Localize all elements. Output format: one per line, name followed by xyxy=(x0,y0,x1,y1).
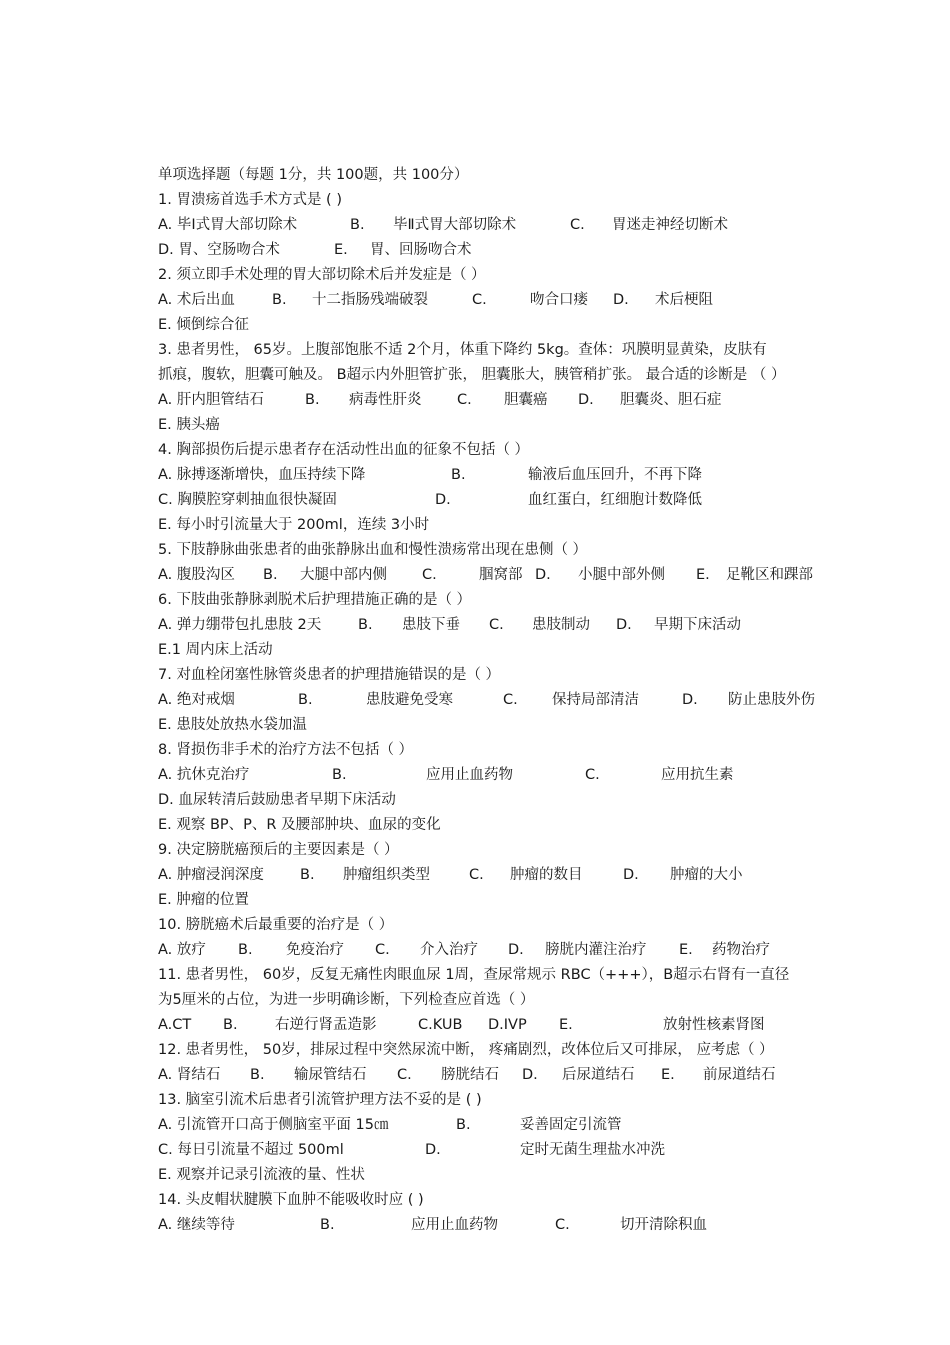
options-row xyxy=(158,463,858,488)
option-text: 肿瘤的数目 xyxy=(510,867,583,883)
question-text: 13. 脑室引流术后患者引流管护理方法不妥的是 ( ) xyxy=(158,1092,482,1108)
option-text: A.CT xyxy=(158,1017,192,1033)
option-text: 胆囊炎、胆石症 xyxy=(620,392,722,408)
options-row xyxy=(158,938,858,963)
question-text: 11. 患者男性， 60岁，反复无痛性肉眼血尿 1周，查尿常规示 RBC（+++），B超示右肾有一直径 xyxy=(158,967,790,983)
options-row xyxy=(158,238,858,263)
option-text: 妥善固定引流管 xyxy=(520,1117,622,1133)
option-letter: B. xyxy=(451,467,466,483)
option-text: 患肢制动 xyxy=(532,617,590,633)
options-row xyxy=(158,688,858,713)
option-letter: D. xyxy=(616,617,632,633)
option-line: E. 观察 BP、P、R 及腰部肿块、血尿的变化 xyxy=(158,817,441,833)
option-text: 血红蛋白，红细胞计数降低 xyxy=(528,492,702,508)
question-text: 6. 下肢曲张静脉剥脱术后护理措施正确的是（ ） xyxy=(158,592,472,608)
option-letter: B. xyxy=(320,1217,335,1233)
option-text: A. 脉搏逐渐增快，血压持续下降 xyxy=(158,467,366,483)
option-text: 输尿管结石 xyxy=(294,1067,367,1083)
option-text: 十二指肠残端破裂 xyxy=(312,292,428,308)
option-text: A. 弹力绷带包扎患肢 2天 xyxy=(158,617,322,633)
option-letter: B. xyxy=(238,942,253,958)
options-row xyxy=(158,1113,858,1138)
option-text: 患肢下垂 xyxy=(402,617,460,633)
option-text: D. 胃、空肠吻合术 xyxy=(158,242,280,258)
option-text: A. 抗休克治疗 xyxy=(158,767,250,783)
option-letter: E. xyxy=(334,242,348,258)
option-text: A. 绝对戒烟 xyxy=(158,692,235,708)
option-text: 应用止血药物 xyxy=(426,767,513,783)
options-row xyxy=(158,863,858,888)
option-text: A. 放疗 xyxy=(158,942,206,958)
option-text: A. 肿瘤浸润深度 xyxy=(158,867,264,883)
option-letter: B. xyxy=(250,1067,265,1083)
option-line: 抓痕，腹软，胆囊可触及。 B超示内外胆管扩张， 胆囊胀大，胰管稍扩张。 最合适的诊断是 （ ） xyxy=(158,367,786,383)
options-row xyxy=(158,1013,858,1038)
option-letter: C. xyxy=(555,1217,570,1233)
option-letter: D. xyxy=(508,942,524,958)
option-letter: B. xyxy=(223,1017,238,1033)
option-line: 为5厘米的占位，为进一步明确诊断，下列检查应首选（ ） xyxy=(158,992,535,1008)
option-text: 前尿道结石 xyxy=(703,1067,776,1083)
option-text: 右逆行肾盂造影 xyxy=(275,1017,377,1033)
option-text: 吻合口瘘 xyxy=(530,292,588,308)
option-text: A. 肝内胆管结石 xyxy=(158,392,264,408)
question-text: 3. 患者男性， 65岁。上腹部饱胀不适 2个月，体重下降约 5kg。查体：巩膜明显黄染，皮肤有 xyxy=(158,342,767,358)
option-line: E.1 周内床上活动 xyxy=(158,642,273,658)
option-letter: D. xyxy=(623,867,639,883)
option-text: 大腿中部内侧 xyxy=(300,567,387,583)
option-text: C. 胸膜腔穿刺抽血很快凝固 xyxy=(158,492,337,508)
option-letter: E. xyxy=(661,1067,675,1083)
option-letter: C. xyxy=(489,617,504,633)
option-text: 介入治疗 xyxy=(420,942,478,958)
option-text: 胃、回肠吻合术 xyxy=(370,242,472,258)
option-line: D. 血尿转清后鼓励患者早期下床活动 xyxy=(158,792,396,808)
option-letter: D. xyxy=(425,1142,441,1158)
option-text: 放射性核素肾图 xyxy=(663,1017,765,1033)
option-text: 足靴区和踝部 xyxy=(726,567,813,583)
option-text: 免疫治疗 xyxy=(286,942,344,958)
question-text: 7. 对血栓闭塞性脉管炎患者的护理措施错误的是（ ） xyxy=(158,667,501,683)
option-letter: E. xyxy=(559,1017,573,1033)
options-row xyxy=(158,1138,858,1163)
option-text: 保持局部清洁 xyxy=(552,692,639,708)
option-letter: B. xyxy=(456,1117,471,1133)
option-text: 早期下床活动 xyxy=(654,617,741,633)
options-row xyxy=(158,613,858,638)
option-letter: B. xyxy=(332,767,347,783)
question-text: 4. 胸部损伤后提示患者存在活动性出血的征象不包括（ ） xyxy=(158,442,530,458)
options-row xyxy=(158,1213,858,1238)
option-letter: D. xyxy=(682,692,698,708)
question-text: 14. 头皮帽状腱膜下血肿不能吸收时应 ( ) xyxy=(158,1192,424,1208)
question-text: 10. 膀胱癌术后最重要的治疗是（ ） xyxy=(158,917,394,933)
option-line: E. 每小时引流量大于 200ml，连续 3小时 xyxy=(158,517,430,533)
option-line: E. 胰头癌 xyxy=(158,417,220,433)
option-text: A. 毕Ⅰ式胃大部切除术 xyxy=(158,217,298,233)
option-letter: C. xyxy=(375,942,390,958)
section-header: 单项选择题（每题 1分，共 100题，共 100分） xyxy=(158,167,469,183)
option-text: A. 肾结石 xyxy=(158,1067,221,1083)
option-text: 小腿中部外侧 xyxy=(578,567,665,583)
option-letter: C. xyxy=(469,867,484,883)
options-row xyxy=(158,388,858,413)
option-text: 胃迷走神经切断术 xyxy=(612,217,728,233)
option-text: 切开清除积血 xyxy=(620,1217,707,1233)
option-line: E. 倾倒综合征 xyxy=(158,317,249,333)
option-text: D.IVP xyxy=(488,1017,527,1033)
option-letter: D. xyxy=(578,392,594,408)
option-text: A. 继续等待 xyxy=(158,1217,235,1233)
option-text: 防止患肢外伤 xyxy=(728,692,815,708)
option-text: 输液后血压回升，不再下降 xyxy=(528,467,702,483)
option-letter: D. xyxy=(435,492,451,508)
question-text: 2. 须立即手术处理的胃大部切除术后并发症是（ ） xyxy=(158,267,486,283)
option-text: 毕Ⅱ式胃大部切除术 xyxy=(393,217,517,233)
option-letter: B. xyxy=(298,692,313,708)
option-text: 患肢避免受寒 xyxy=(366,692,453,708)
option-letter: E. xyxy=(679,942,693,958)
option-letter: D. xyxy=(613,292,629,308)
option-letter: C. xyxy=(503,692,518,708)
option-text: 术后梗阻 xyxy=(655,292,713,308)
option-letter: B. xyxy=(358,617,373,633)
option-letter: C. xyxy=(570,217,585,233)
question-text: 9. 决定膀胱癌预后的主要因素是（ ） xyxy=(158,842,399,858)
option-letter: B. xyxy=(305,392,320,408)
option-text: 应用止血药物 xyxy=(411,1217,498,1233)
option-text: 药物治疗 xyxy=(712,942,770,958)
option-text: 胆囊癌 xyxy=(504,392,548,408)
option-letter: C. xyxy=(472,292,487,308)
options-row xyxy=(158,563,858,588)
option-letter: C. xyxy=(585,767,600,783)
options-row xyxy=(158,288,858,313)
option-text: 腘窝部 xyxy=(479,567,523,583)
option-line: E. 患肢处放热水袋加温 xyxy=(158,717,307,733)
option-letter: D. xyxy=(522,1067,538,1083)
option-text: A. 腹股沟区 xyxy=(158,567,235,583)
option-letter: C. xyxy=(397,1067,412,1083)
question-text: 1. 胃溃疡首选手术方式是 ( ) xyxy=(158,192,342,208)
option-letter: C. xyxy=(457,392,472,408)
option-text: 后尿道结石 xyxy=(562,1067,635,1083)
option-letter: B. xyxy=(272,292,287,308)
option-text: 肿瘤的大小 xyxy=(670,867,743,883)
option-text: 膀胱内灌注治疗 xyxy=(545,942,647,958)
option-text: 定时无菌生理盐水冲洗 xyxy=(520,1142,665,1158)
option-text: C. 每日引流量不超过 500ml xyxy=(158,1142,344,1158)
question-text: 12. 患者男性， 50岁，排尿过程中突然尿流中断， 疼痛剧烈，改体位后又可排尿， 应考虑（ ） xyxy=(158,1042,774,1058)
option-letter: D. xyxy=(535,567,551,583)
options-row xyxy=(158,213,858,238)
option-text: A. 术后出血 xyxy=(158,292,235,308)
option-line: E. 肿瘤的位置 xyxy=(158,892,249,908)
option-letter: E. xyxy=(696,567,710,583)
option-letter: C. xyxy=(422,567,437,583)
exam-content xyxy=(158,163,858,1238)
option-text: 病毒性肝炎 xyxy=(349,392,422,408)
option-letter: B. xyxy=(263,567,278,583)
option-text: C.KUB xyxy=(418,1017,463,1033)
option-text: 应用抗生素 xyxy=(661,767,734,783)
question-text: 8. 肾损伤非手术的治疗方法不包括（ ） xyxy=(158,742,414,758)
options-row xyxy=(158,488,858,513)
option-letter: B. xyxy=(350,217,365,233)
options-row xyxy=(158,1063,858,1088)
option-text: 膀胱结石 xyxy=(441,1067,499,1083)
option-line: E. 观察并记录引流液的量、性状 xyxy=(158,1167,365,1183)
question-text: 5. 下肢静脉曲张患者的曲张静脉出血和慢性溃疡常出现在患侧（ ） xyxy=(158,542,588,558)
option-text: 肿瘤组织类型 xyxy=(343,867,430,883)
option-letter: B. xyxy=(300,867,315,883)
options-row xyxy=(158,763,858,788)
option-text: A. 引流管开口高于侧脑室平面 15㎝ xyxy=(158,1117,389,1133)
